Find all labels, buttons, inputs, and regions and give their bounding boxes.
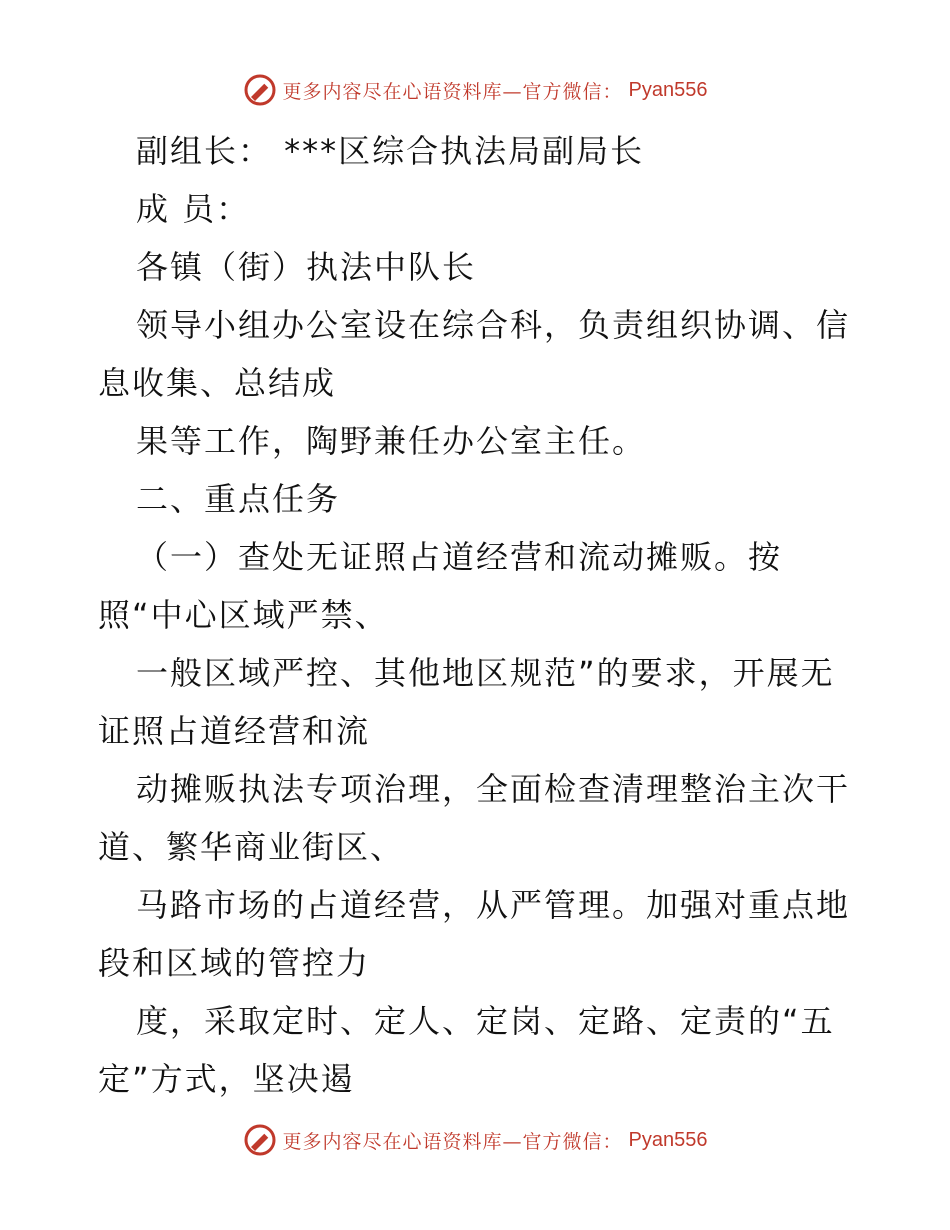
text-line: 证照占道经营和流 (98, 712, 371, 750)
text-line: 动摊贩执法专项治理，全面检查清理整治主次干 (136, 770, 851, 808)
text-line: 二、重点任务 (136, 480, 341, 518)
watermark-banner-top (0, 70, 950, 110)
pen-seal-icon (243, 1123, 277, 1157)
text-line: 息收集、总结成 (98, 364, 337, 402)
text-line: 段和区域的管控力 (98, 944, 371, 982)
text-line: 成 员： (136, 190, 251, 228)
watermark-handle: Pyan556 (628, 1128, 708, 1151)
watermark-banner-bottom (0, 1120, 950, 1160)
document-body (98, 122, 858, 1108)
text-line: 领导小组办公室设在综合科，负责组织协调、信 (136, 306, 851, 344)
text-line: 度，采取定时、定人、定岗、定路、定责的“五 (136, 1002, 835, 1040)
text-line: 道、繁华商业街区、 (98, 828, 405, 866)
watermark-text: 更多内容尽在心语资料库—官方微信： (282, 1130, 623, 1153)
text-line: （一）查处无证照占道经营和流动摊贩。按 (136, 538, 783, 576)
text-line: 副组长： ***区综合执法局副局长 (136, 132, 645, 170)
text-line: 一般区域严控、其他地区规范”的要求，开展无 (136, 654, 835, 692)
pen-seal-icon (243, 73, 277, 107)
text-line: 各镇（街）执法中队长 (136, 248, 477, 286)
watermark-text: 更多内容尽在心语资料库—官方微信： (282, 80, 623, 103)
text-line: 定”方式，坚决遏 (98, 1060, 355, 1098)
text-line: 照“中心区域严禁、 (98, 596, 389, 634)
text-line: 马路市场的占道经营，从严管理。加强对重点地 (136, 886, 851, 924)
text-line: 果等工作，陶野兼任办公室主任。 (136, 422, 647, 460)
watermark-handle: Pyan556 (628, 78, 708, 101)
